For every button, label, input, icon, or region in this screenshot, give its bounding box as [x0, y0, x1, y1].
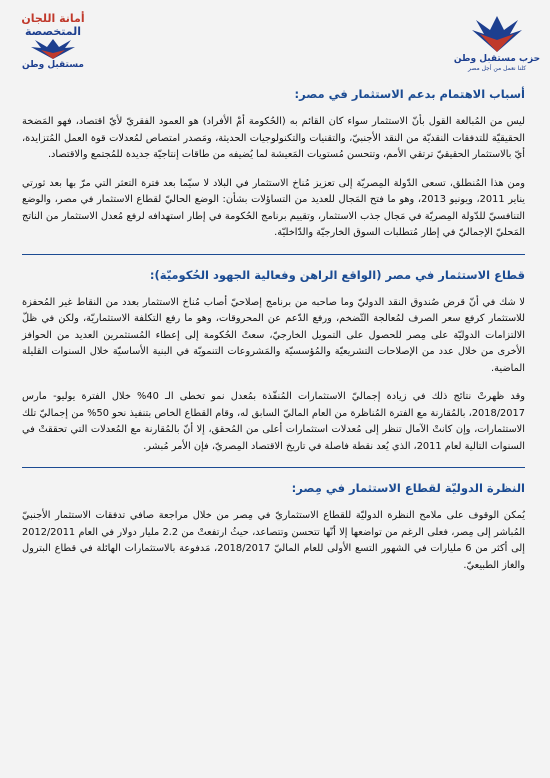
section-heading: قطاع الاستثمار في مصر (الواقع الراهن وفعالية الجهود الحُكوميّة): [149, 267, 525, 282]
committees-title: أمانة اللجان [21, 12, 85, 25]
section-heading: أسباب الاهتمام بدعم الاستثمار في مصر: [294, 87, 525, 101]
page-header [0, 0, 550, 88]
section-divider [22, 467, 525, 468]
article-body [22, 86, 525, 586]
paragraph: ومن هذا المُنطلق، تسعى الدّولة المِصريّة إلى تعزيز مُناخ الاستثمار في البلاد لا سيّما بعد فترة التعثر التي مرّ بها بعد ثورتي يناير 2011، ويونيو 2013، وهو ما فتح المَجال للعديد من التساؤلات بشأن: الوضع الحاليّ لقطاع الاستثمار في مصر، والوضع التنافسيّ للدّولة المِصريّة في مَجال جذب الاستثمار، وتقييم برنامج الحُكومة في إطار استهدافه لرفع مُعدل الاستثمار من الناتج المَحليّ الإجماليّ في إطار مُتطلبات السوق الخارجيّة والدّاخليّة. [22, 177, 526, 238]
section-heading: النظرة الدوليّة لقطاع الاستثمار في مِصر: [291, 481, 525, 495]
party-slogan: كلنا نعمل من أجل مصر [467, 65, 527, 72]
party-logo [452, 12, 542, 73]
committees-subtitle: المتخصصة [24, 25, 82, 38]
party-name: مستقبل وطن [22, 60, 84, 70]
paragraph: لا شك في أنّ قرض صُندوق النقد الدوليّ وما صاحبه من برنامج إصلاحيّ أصاب مُناخ الاستثمار بعدد من النقاط غير المُحفزة للاستثمار كرفع سعر الصرف لمُعالجة التّضخم، ورفع الدّعم عن المحروقات، وهو ما رفع التكلفة الاستثماريّة، ولكن في ظلّ الالتزامات الدوليّة على مِصر للحصول على التمويل الخارجيّ، سعتْ الحُكومة إلى إعطاء المُستثمرين العديد من الحوافز الأخرى من خلال عدد من الإصلاحات التشريعيّة والمُؤسسيّة والمَشروعات التنمويّة في البنية الأساسيّة خلال السنوات القليلة الماضية. [22, 296, 525, 374]
eagle-icon [25, 38, 81, 60]
committees-logo [8, 12, 98, 71]
paragraph: يُمكن الوقوف على ملامح النظرة الدوليّة للقطاع الاستثماريّ في مِصر من خلال مراجعة صافي تدفقات الاستثمار الأجنبيّ المُباشر إلى مِصر، فعلى الرغم من تواضعها إلا أنّها تتحسن وتتصاعد، حيثُ ارتفعتْ من 2.2 مليار دولار في العام 2012/2011 إلى أكثر من 6 مليارات في الشهور التسع الأولى للعام الماليّ 2018/2017، مَدفوعة بالاستثمارات الهائلة في قطاع البترول والغاز الطبيعيّ. [22, 510, 525, 571]
section-divider [22, 254, 525, 255]
paragraph: ليس من المُبالغة القول بأنّ الاستثمار سواء كان القائم به (الحُكومة أمْ الأفراد) هو العمود الفقريّ لأيّ اقتصاد، فهو المَضخة الحقيقيّة للتدفقات النقديّة من النقد الأجنبيّ، والتقنيات والتكنولوجيات الحديثة، ومَصدر امتصاص لمُعدلات قوة العمل المُتزايدة، أيّ بالاستثمار الحقيقيّ ترتقي الأمم، وتتحسن مُستويات المَعيشة لما يُضيفه من طاقات إنتاجيّة جديدة للمُجتمع والاقتصاد. [22, 116, 525, 160]
paragraph: وقد ظهرتْ نتائج ذلك في زيادة إجماليّ الاستثمارات المُنفّذة بمُعدل نمو تخطى الـ 40% خلال الفترة يوليو- مارس 2018/2017، بالمُقارنة مع الفترة المُناظرة من العام الماليّ السابق له، وقام القطاع الخاص بتنفيذ نحو 50% من إجماليّ تلك الاستثمارات، وإن كانتْ الآمال تنظر إلى مُعدلات استثمارات أعلى من المُحقق، إلا أنّ بالمُقارنة مع المُعدلات التي تحققتْ في السنوات التالية لعام 2011، الذي يُعد نقطة فاصلة في تاريخ الاقتصاد المِصريّ، فإن الأمر مُبشر. [22, 391, 525, 452]
eagle-icon [462, 12, 532, 54]
party-name: حزب مستقبل وطن [453, 54, 541, 64]
